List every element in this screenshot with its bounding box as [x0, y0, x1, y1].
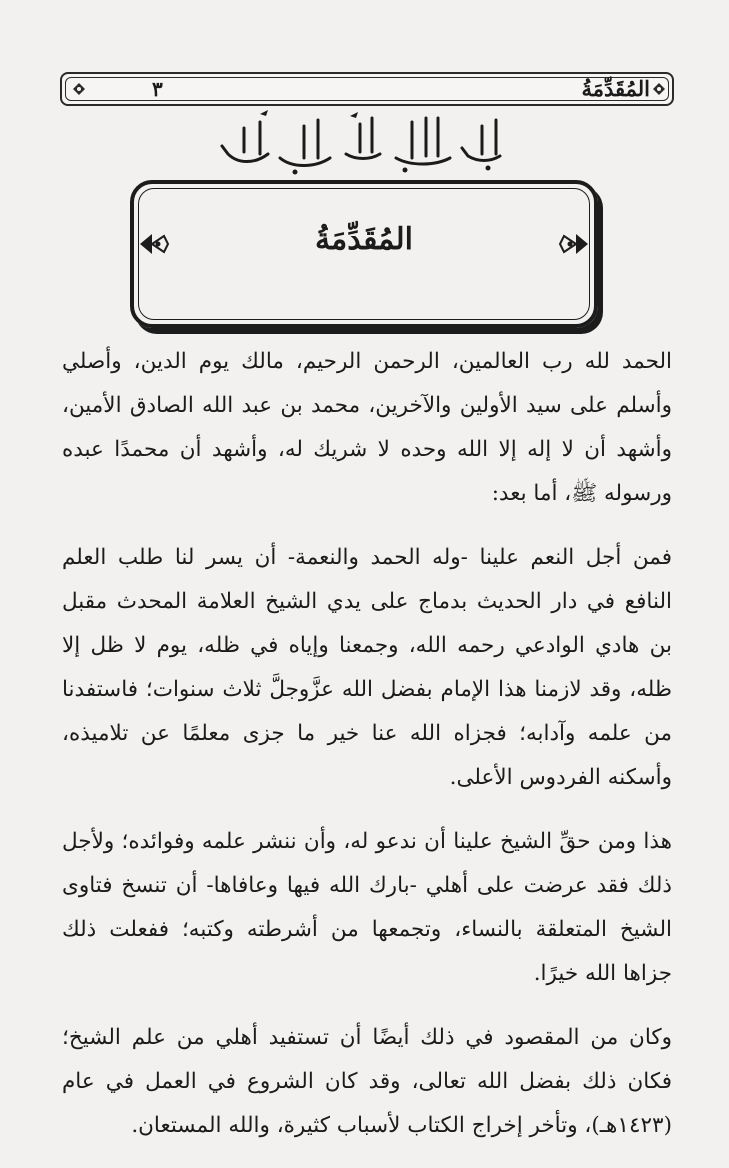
frame-ornament-right-icon [558, 228, 590, 260]
section-title-frame [130, 180, 598, 328]
paragraph-3: هذا ومن حقِّ الشيخ علينا أن ندعو له، وأن ننشر علمه وفوائده؛ ولأجل ذلك فقد عرضت على أهلي -بارك الله فيها وعافاها- أن تنسخ فتاوى الشيخ المتعلقة بالنساء، وتجمعها من أشرطته وكتبه؛ ففعلت ذلك جزاها الله خيرًا. [62, 829, 672, 986]
header-ornament-right-icon [652, 82, 666, 96]
header-title: المُقَدِّمَةُ [581, 76, 650, 101]
running-header [60, 72, 674, 106]
page-number: ٣ [152, 77, 163, 101]
header-ornament-left-icon [72, 82, 86, 96]
paragraph-2: فمن أجل النعم علينا -وله الحمد والنعمة- أن يسر لنا طلب العلم النافع في دار الحديث بدماج على يدي الشيخ العلامة المحدث مقبل بن هادي الوادعي رحمه الله، وجمعنا وإياه في ظله، يوم لا ظل إلا ظله، وقد لازمنا هذا الإمام بفضل الله عزَّوجلَّ ثلاث سنوات؛ فاستفدنا من علمه وآدابه؛ فجزاه الله عنا خير ما جزى معلمًا عن تلاميذه، وأسكنه الفردوس الأعلى. [62, 545, 672, 790]
section-title: المُقَدِّمَةُ [315, 222, 413, 257]
introduction-body [62, 340, 672, 1168]
paragraph-4: وكان من المقصود في ذلك أيضًا أن تستفيد أهلي من علم الشيخ؛ فكان ذلك بفضل الله تعالى، وقد كان الشروع في العمل في عام (١٤٢٣هـ)، وتأخر إخراج الكتاب لأسباب كثيرة، والله المستعان. [62, 1025, 672, 1138]
basmala-calligraphy [200, 108, 530, 178]
paragraph-1: الحمد لله رب العالمين، الرحمن الرحيم، مالك يوم الدين، وأصلي وأسلم على سيد الأولين والآخرين، محمد بن عبد الله الصادق الأمين، وأشهد أن لا إله إلا الله وحده لا شريك له، وأشهد أن محمدًا عبده ورسوله ﷺ، أما بعد: [62, 349, 672, 506]
